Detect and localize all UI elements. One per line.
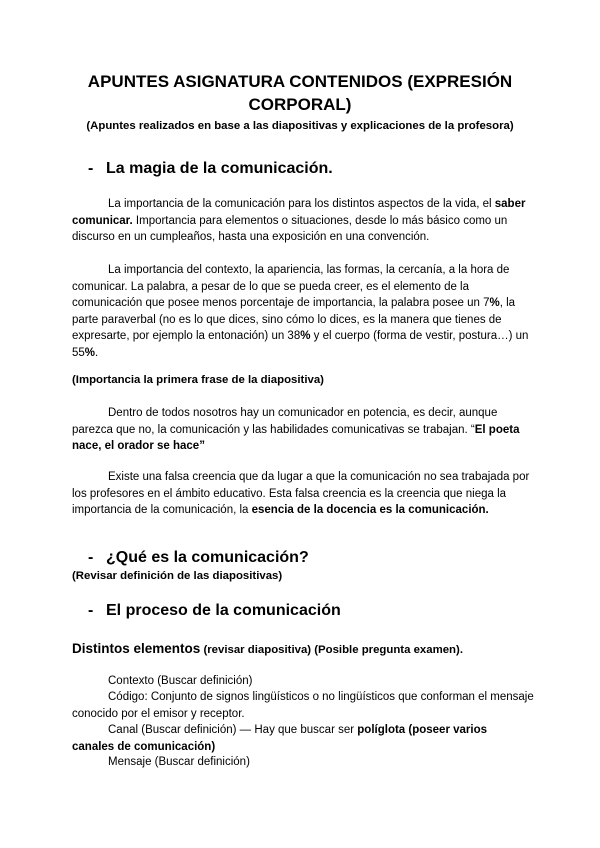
bold-text: políglota (poseer varios canales de comunicación) (72, 724, 488, 753)
section-heading-text: ¿Qué es la comunicación? (106, 549, 309, 566)
page-title: APUNTES ASIGNATURA CONTENIDOS (EXPRESIÓN CORPORAL) (87, 72, 513, 114)
bullet-dash: - (88, 602, 94, 619)
subheading-distintos-elementos: Distintos elementos (revisar diapositiva) (Posible pregunta examen). (72, 641, 463, 656)
bullet-dash: - (88, 549, 94, 566)
item-canal: Canal (Buscar definición) — Hay que buscar ser políglota (poseer varios canales de comunicación) (72, 724, 488, 753)
note-diapositiva: (Importancia la primera frase de la diapositiva) (72, 374, 324, 386)
item-mensaje: Mensaje (Buscar definición) (108, 756, 250, 768)
paragraph-4: Existe una falsa creencia que da lugar a que la comunicación no sea trabajada por los profesores en el ámbito educativo. Esta falsa creencia es la creencia que niega la importancia de la comunicación, la esencia de la docencia es la comunicación. (72, 471, 530, 517)
item-codigo: Código: Conjunto de signos lingüísticos o no lingüísticos que conforman el mensaje conocido por el emisor y receptor. (72, 691, 534, 720)
section-heading-text: El proceso de la comunicación (106, 602, 341, 619)
item-contexto: Contexto (Buscar definición) (108, 675, 253, 687)
section-heading-magia (88, 160, 333, 178)
bullet-dash: - (88, 160, 94, 177)
bold-text: saber comunicar. (72, 198, 526, 227)
paragraph-1: La importancia de la comunicación para los distintos aspectos de la vida, el saber comunicar. Importancia para elementos o situaciones, desde lo más básico como un discurso en un cumpleaños, hasta una exposición en una convención. (72, 198, 526, 244)
section-heading-text: La magia de la comunicación. (106, 160, 333, 177)
bold-quote: El poeta nace, el orador se hace” (72, 423, 520, 453)
section-heading-que-es (88, 549, 309, 567)
page-subtitle: (Apuntes realizados en base a las diapositivas y explicaciones de la profesora) (86, 120, 514, 132)
paragraph-3: Dentro de todos nosotros hay un comunicador en potencia, es decir, aunque parezca que no, la comunicación y las habilidades comunicativas se trabajan. “El poeta nace, el orador se hace” (72, 407, 520, 453)
note-revisar-definicion: (Revisar definición de las diapositivas) (72, 570, 283, 582)
bold-text: esencia de la docencia es la comunicación. (251, 504, 489, 517)
paragraph-2: La importancia del contexto, la apariencia, las formas, la cercanía, a la hora de comunicar. La palabra, a pesar de lo que se pueda creer, es el elemento de la comunicación que posee menos porcentaje de importancia, la palabra posee un 7%, la parte paraverbal (no es lo que dices, sino cómo lo dices, es la manera que tienes de expresarte, por ejemplo la entonación) un 38% y el cuerpo (forma de vestir, postura…) un 55%. (72, 264, 529, 359)
section-heading-proceso (88, 602, 341, 620)
